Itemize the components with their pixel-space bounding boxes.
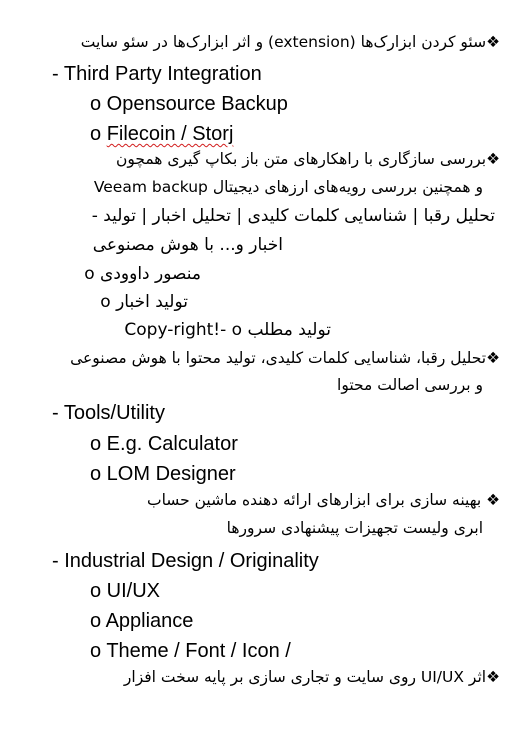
backup-compatibility-continuation: Veeam backup و همچنین بررسی رویه‌های ارزهای دیجیتال [93,178,483,196]
third-party-integration-item: - Third Party Integration [52,63,262,85]
cloud-calculator-continuation: ابری ولیست تجهیزات پیشنهادی سرورها [226,519,483,537]
tools-utility-item: - Tools/Utility [52,402,165,424]
news-generation-item: تولید اخبار o [100,292,188,312]
appliance-item: o Appliance [90,610,194,632]
competitor-analysis-item: تحلیل رقبا | شناسایی کلمات کلیدی | تحلیل اخبار | تولید - [91,206,495,226]
seo-extensions-heading: ❖سئو کردن ابزارک‌ها (extension) و اثر ابزارک‌ها در سئو سایت [80,33,500,51]
backup-compatibility-heading: ❖بررسی سازگاری با راهکارهای متن باز بکاپ گیری همچون [115,150,500,168]
theme-font-icon-item: o Theme / Font / Icon / [90,640,291,662]
competitor-ai-continuation: و بررسی اصالت محتوا [337,376,483,394]
competitor-ai-heading: ❖تحلیل رقبا، شناسایی کلمات کلیدی، تولید محتوا با هوش مصنوعی [70,349,500,367]
calculator-item: o E.g. Calculator [90,433,238,455]
industrial-design-item: - Industrial Design / Originality [52,550,319,572]
filecoin-storj-item [90,124,233,144]
ui-ux-hardware-heading: ❖اثر UI/UX روی سایت و تجاری سازی بر پایه سخت افزار [123,668,500,686]
mansour-davoodi-item: منصور داوودی o [84,264,201,284]
content-generation-item: تولید مطلب Copy-right!- o [124,320,331,340]
filecoin-storj-text: Filecoin / Storj [106,123,234,145]
ui-ux-item: o UI/UX [90,580,161,602]
competitor-analysis-continuation: اخبار و... با هوش مصنوعی [92,235,283,255]
lom-designer-item: o LOM Designer [90,463,236,485]
cloud-calculator-heading: ❖ بهینه سازی برای ابزارهای ارائه دهنده ماشین حساب [146,491,500,509]
sub-bullet-marker: o [90,123,107,145]
opensource-backup-item: o Opensource Backup [90,93,288,115]
